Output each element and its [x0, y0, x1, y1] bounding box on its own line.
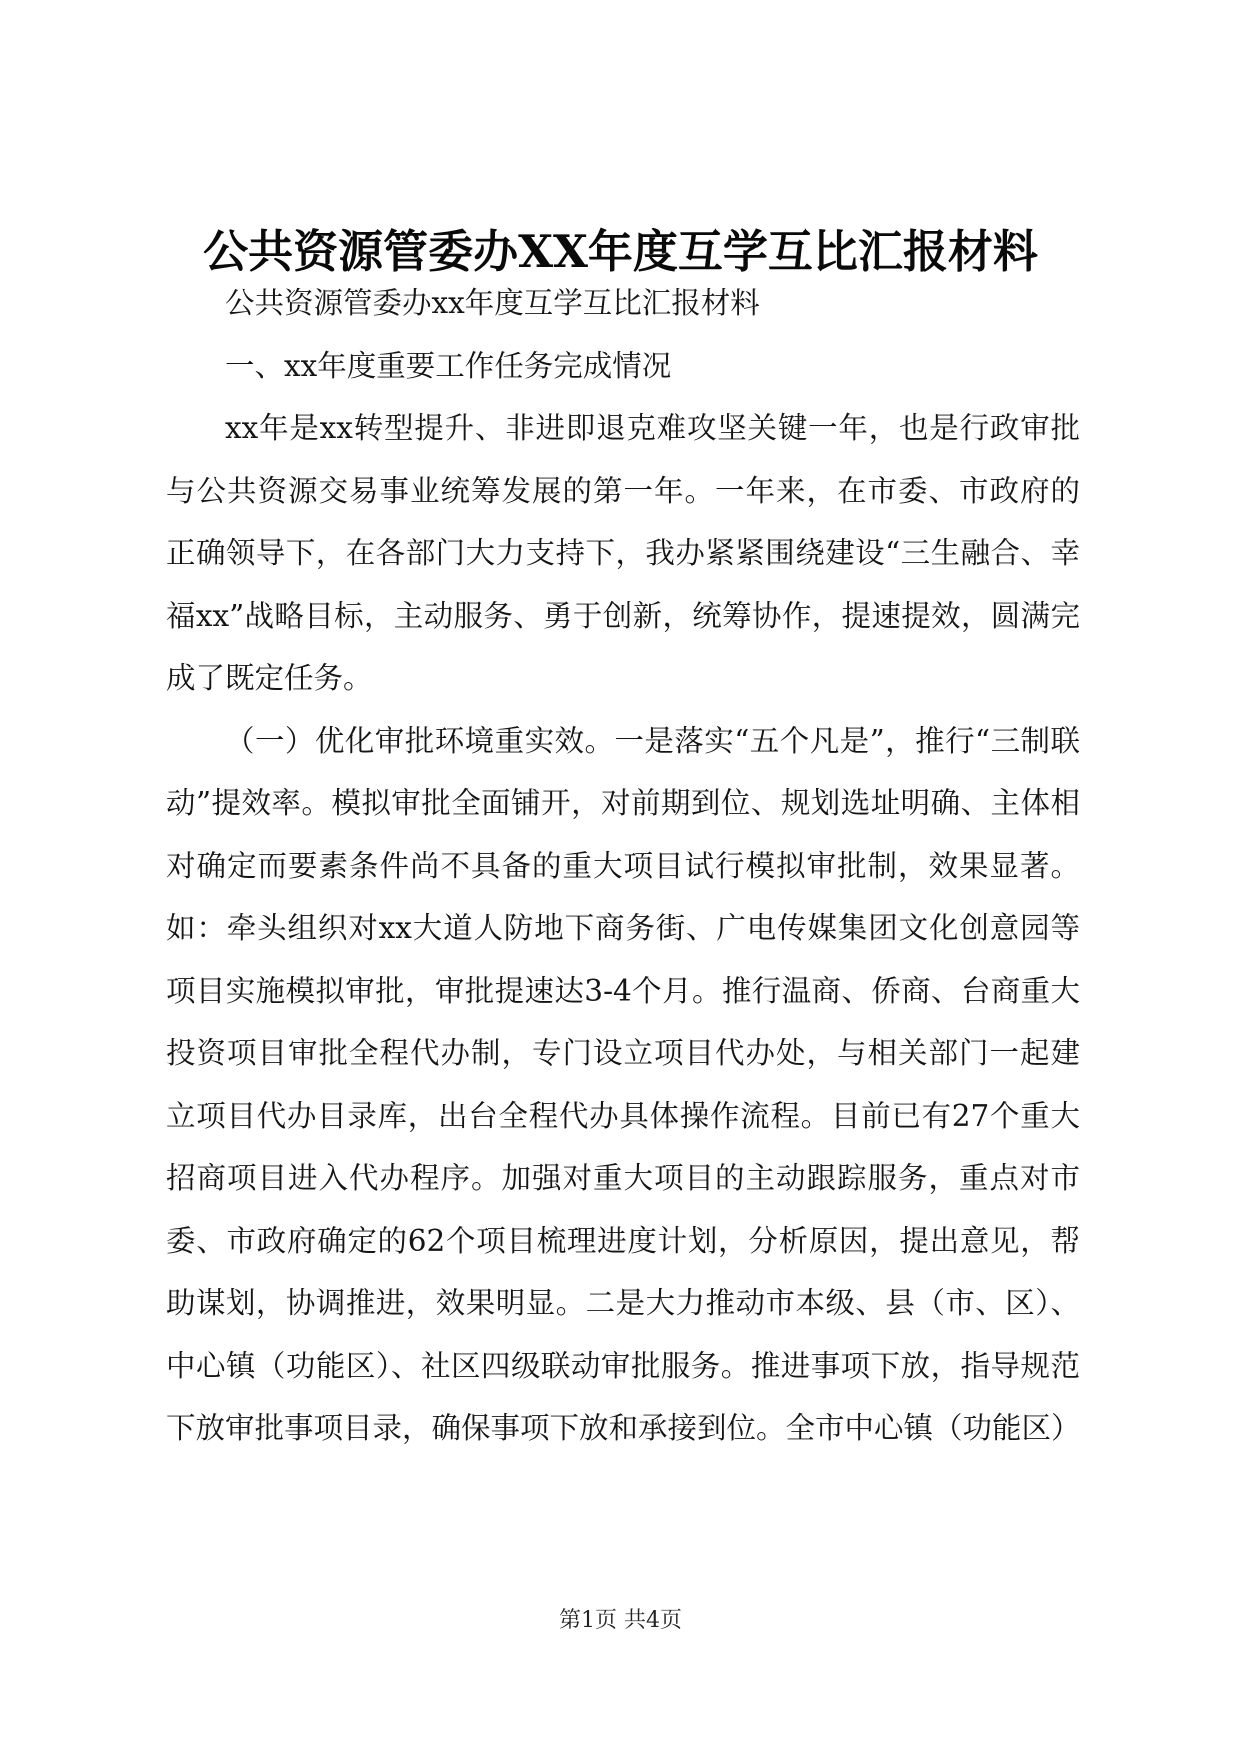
paragraph-subtitle: 公共资源管委办xx年度互学互比汇报材料 [225, 286, 760, 320]
paragraph-approval-environment: （一）优化审批环境重实效。一是落实“五个凡是”，推行“三制联动”提效率。模拟审批全面铺开，对前期到位、规划选址明确、主体相对确定而要素条件尚不具备的重大项目试行模拟审批制，效果显著。如：牵头组织对xx大道人防地下商务街、广电传媒集团文化创意园等项目实施模拟审批，审批提速达3-4个月。推行温商、侨商、台商重大投资项目审批全程代办制，专门设立项目代办处，与相关部门一起建立项目代办目录库，出台全程代办具体操作流程。目前已有27个重大招商项目进入代办程序。加强对重大项目的主动跟踪服务，重点对市委、市政府确定的62个项目梳理进度计划，分析原因，提出意见，帮助谋划，协调推进，效果明显。二是大力推动市本级、县（市、区）、中心镇（功能区）、社区四级联动审批服务。推进事项下放，指导规范下放审批事项目录，确保事项下放和承接到位。全市中心镇（功能区） [166, 723, 1081, 1445]
document-body [166, 272, 1080, 1460]
document-title: 公共资源管委办XX年度互学互比汇报材料 [203, 225, 1038, 278]
paragraph-section-heading: 一、xx年度重要工作任务完成情况 [225, 348, 672, 383]
page-number-footer: 第1页 共4页 [559, 1608, 682, 1633]
paragraph-intro: xx年是xx转型提升、非进即退克难攻坚关键一年，也是行政审批与公共资源交易事业统筹发展的第一年。一年来，在市委、市政府的正确领导下，在各部门大力支持下，我办紧紧围绕建设“三生融合、幸福xx”战略目标，主动服务、勇于创新，统筹协作，提速提效，圆满完成了既定任务。 [166, 411, 1080, 695]
